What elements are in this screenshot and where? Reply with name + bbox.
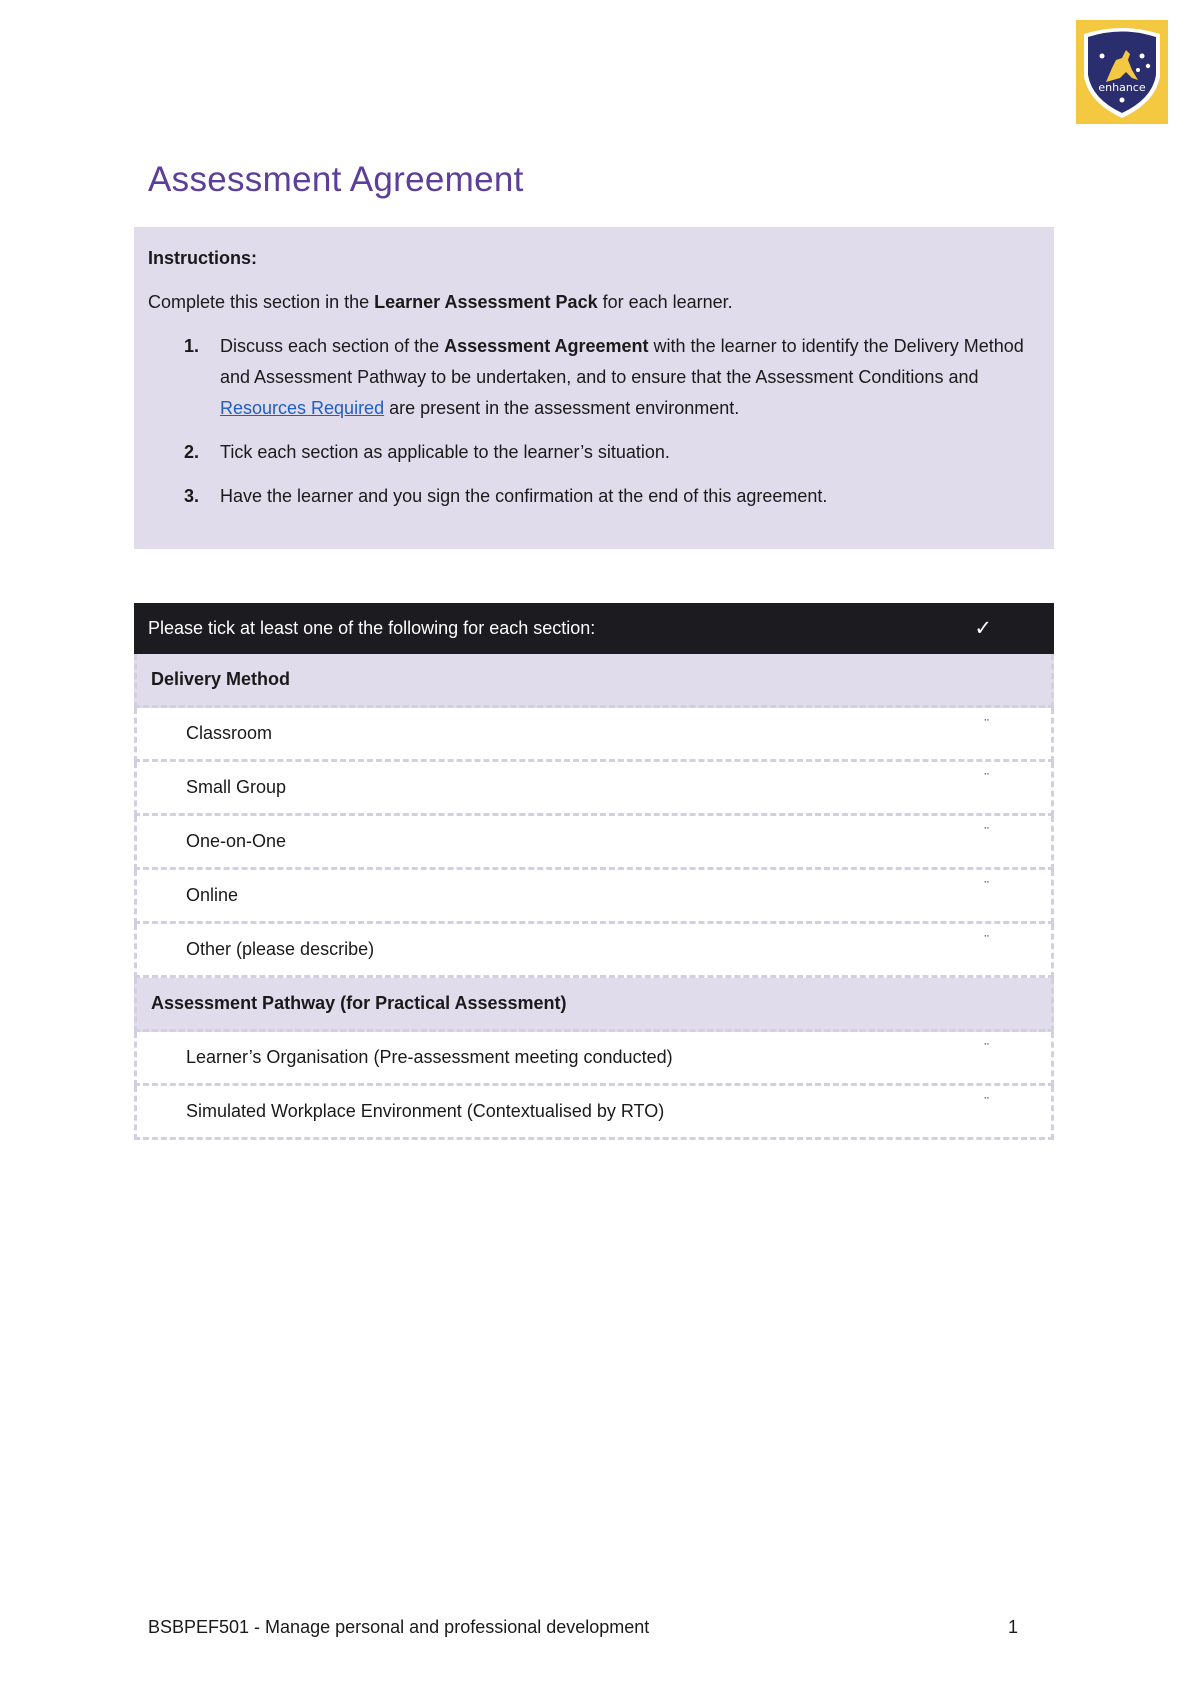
option-row: Simulated Workplace Environment (Contextualised by RTO) ¨ <box>134 1086 1054 1140</box>
logo-text: enhance <box>1098 81 1146 94</box>
section-delivery-method: Delivery Method <box>134 654 1054 708</box>
checkbox-icon[interactable]: ¨ <box>984 932 989 948</box>
section-assessment-pathway: Assessment Pathway (for Practical Assessment) <box>134 978 1054 1032</box>
instructions-list <box>148 331 1034 512</box>
table-header <box>134 603 1054 654</box>
table-header-label: Please tick at least one of the following for each section: <box>148 618 596 638</box>
footer-course: BSBPEF501 - Manage personal and professional development <box>148 1617 650 1637</box>
option-row: One-on-One ¨ <box>134 816 1054 870</box>
instruction-step: 2. Tick each section as applicable to the learner’s situation. <box>184 442 670 462</box>
resources-required-link[interactable]: Resources Required <box>220 398 385 418</box>
page-title: Assessment Agreement <box>148 160 524 199</box>
instructions-box <box>134 227 1054 549</box>
option-row: Learner’s Organisation (Pre-assessment meeting conducted) ¨ <box>134 1032 1054 1086</box>
checkbox-icon[interactable]: ¨ <box>984 770 989 786</box>
option-row: Online ¨ <box>134 870 1054 924</box>
option-row: Small Group ¨ <box>134 762 1054 816</box>
page-number: 1 <box>1008 1617 1019 1637</box>
instruction-step: 3. Have the learner and you sign the confirmation at the end of this agreement. <box>184 486 828 506</box>
checkbox-icon[interactable]: ¨ <box>984 824 989 840</box>
tick-table <box>134 603 1054 1140</box>
checkbox-icon[interactable]: ¨ <box>984 1094 989 1110</box>
enhance-logo-icon <box>1076 20 1168 124</box>
checkbox-icon[interactable]: ¨ <box>984 716 989 732</box>
option-row: Other (please describe) ¨ <box>134 924 1054 978</box>
checkmark-icon: ✓ <box>974 617 992 640</box>
instructions-intro: Complete this section in the Learner Assessment Pack for each learner. <box>148 292 733 312</box>
checkbox-icon[interactable]: ¨ <box>984 878 989 894</box>
checkbox-icon[interactable]: ¨ <box>984 1040 989 1056</box>
instructions-heading: Instructions: <box>148 248 258 268</box>
instruction-step: 1. Discuss each section of the Assessment Agreement with the learner to identify the Delivery Method and Assessment Pathway to be undertaken, and to ensure that the Assessment Conditions and Resources Required are present in the assessment environment. <box>184 336 1024 418</box>
option-row: Classroom ¨ <box>134 708 1054 762</box>
